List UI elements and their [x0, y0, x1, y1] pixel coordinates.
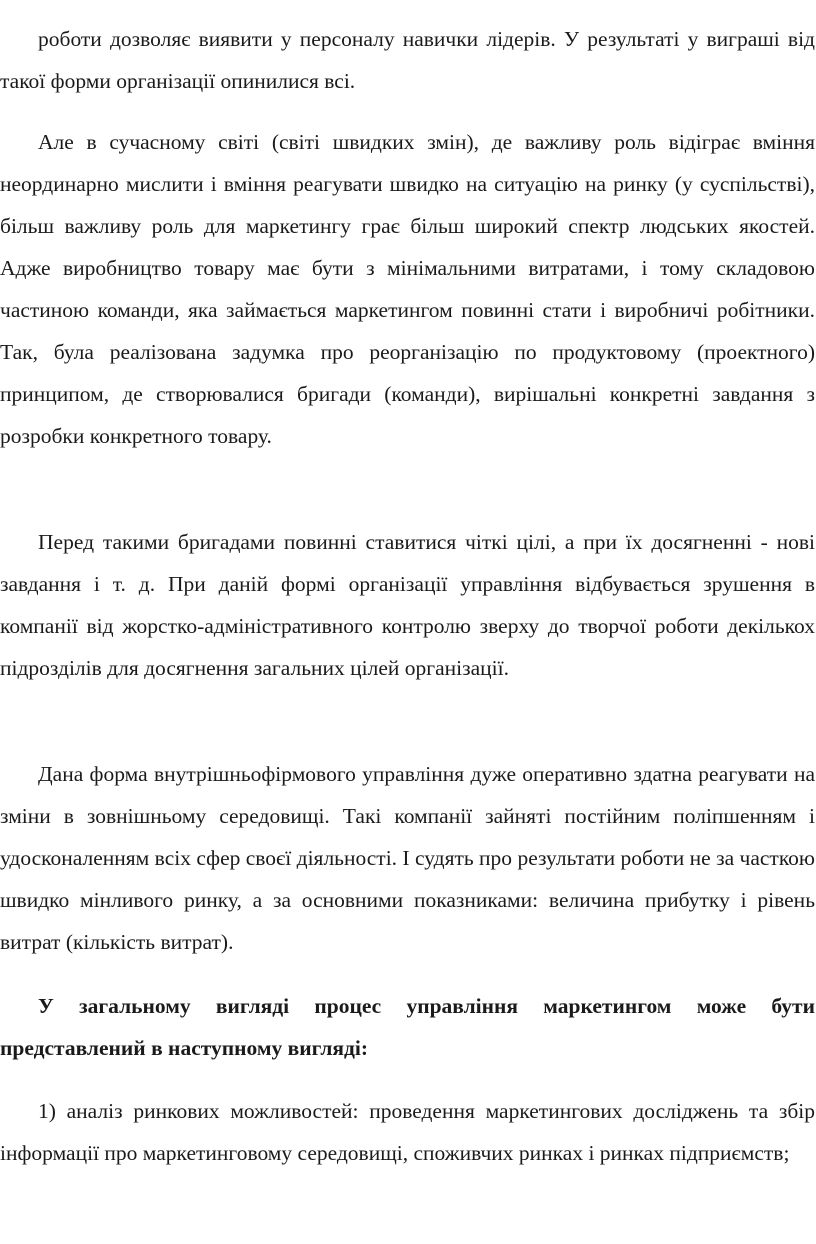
- paragraph-intro-continuation: роботи дозволяє виявити у персоналу навички лідерів. У результаті у виграші від такої форми організації опинилися всі.: [0, 27, 815, 93]
- paragraph-modern-world: Але в сучасному світі (світі швидких змін), де важливу роль відіграє вміння неординарно мислити і вміння реагувати швидко на ситуацію на ринку (у суспільстві), більш важливу роль для маркетингу грає більш широкий спектр людських якостей. Адже виробництво товару має бути з мінімальними витратами, і тому складовою частиною команди, яка займається маркетингом повинні стати і виробничі робітники. Так, була реалізована задумка про реорганізацію по продуктовому (проектного) принципом, де створювалися бригади (команди), вирішальні конкретні завдання з розробки конкретного товару.: [0, 130, 815, 448]
- list-item-market-analysis: 1) аналіз ринкових можливостей: проведення маркетингових досліджень та збір інформації про маркетинговому середовищі, споживчих ринках і ринках підприємств;: [0, 1099, 815, 1165]
- paragraph-management-form: Дана форма внутрішньофірмового управління дуже оперативно здатна реагувати на зміни в зовнішньому середовищі. Такі компанії зайняті постійним поліпшенням і удосконаленням всіх сфер своєї діяльності. І судять про результати роботи не за часткою швидко мінливого ринку, а за основними показниками: величина прибутку і рівень витрат (кількість витрат).: [0, 762, 815, 954]
- paragraph-brigades: Перед такими бригадами повинні ставитися чіткі цілі, а при їх досягненні - нові завдання і т. д. При даній формі організації управління відбувається зрушення в компанії від жорстко-адміністративного контролю зверху до творчої роботи декількох підрозділів для досягнення загальних цілей організації.: [0, 530, 815, 680]
- paragraph-process-heading: У загальному вигляді процес управління маркетингом може бути представлений в наступному вигляді:: [0, 994, 815, 1060]
